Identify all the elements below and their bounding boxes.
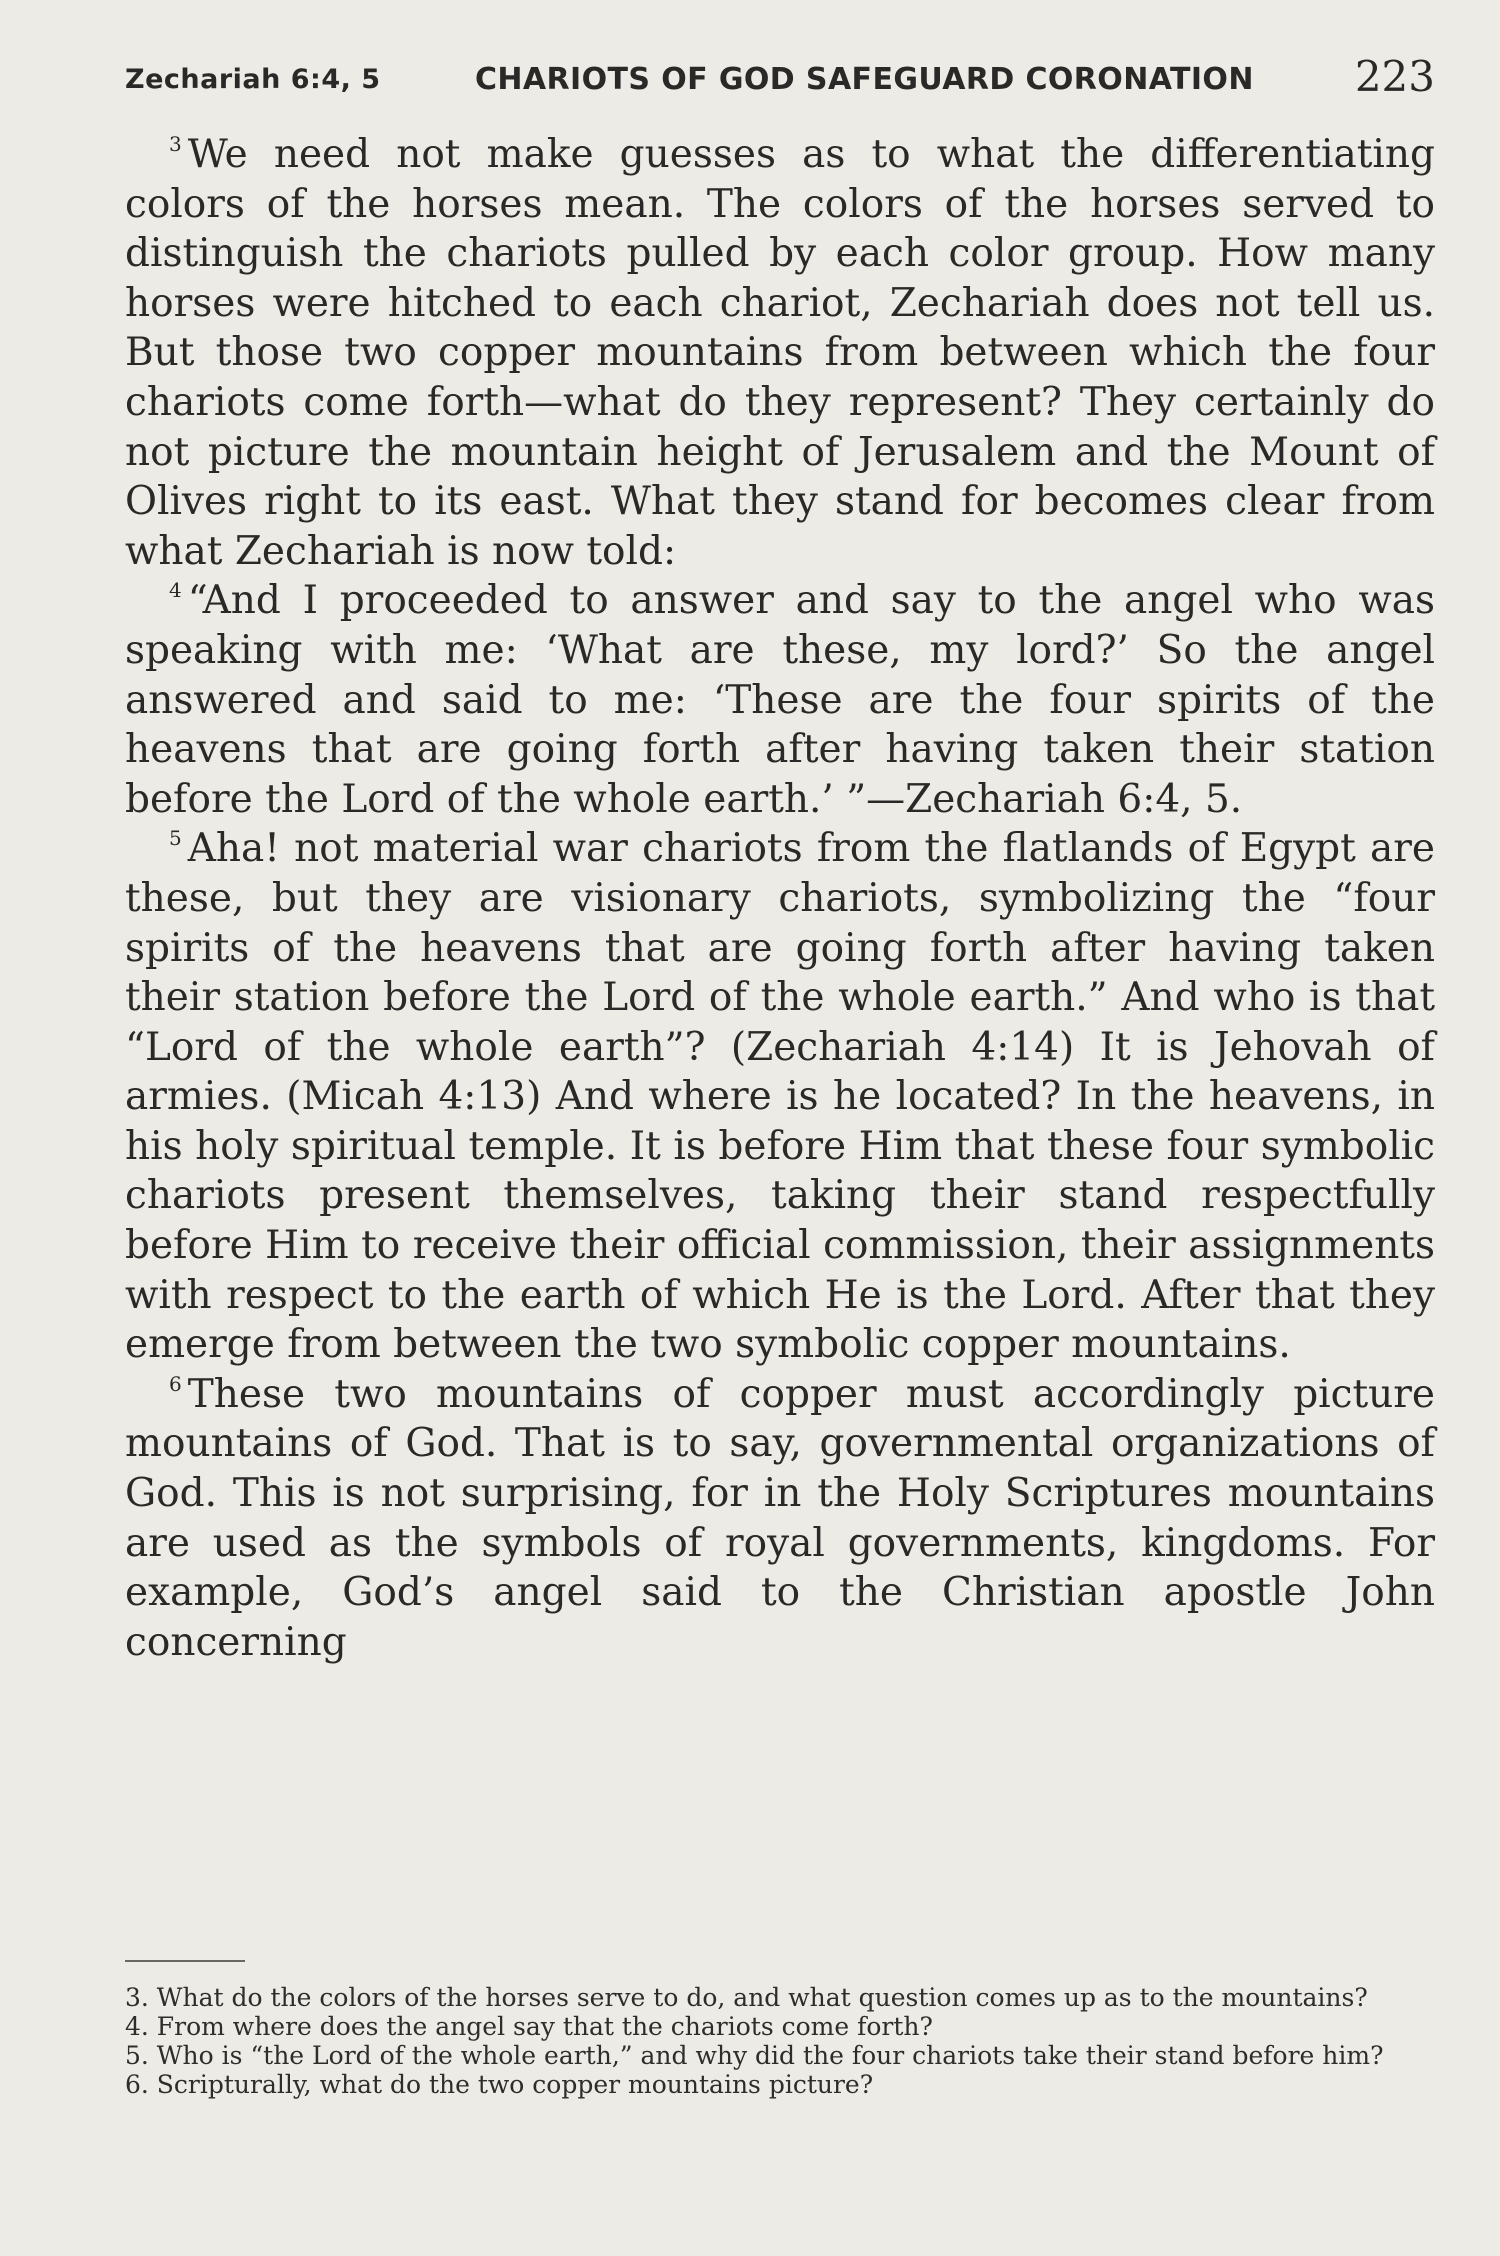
- paragraph-6: [125, 1370, 1435, 1668]
- paragraph-5: [125, 824, 1435, 1370]
- running-head: [125, 50, 1435, 110]
- paragraph-number: 5: [169, 826, 182, 851]
- study-question: 6. Scripturally, what do the two copper mountains picture?: [125, 2070, 874, 2099]
- paragraph-number: 6: [169, 1371, 182, 1396]
- study-question: 4. From where does the angel say that the chariots come forth?: [125, 2012, 933, 2041]
- paragraph-text: We need not make guesses as to what the differentiating colors of the horses mean. The colors of the horses served to distinguish the chariots pulled by each color group. How many horses were hitched to each chariot, Zechariah does not tell us. But those two copper mountains from between which the four chariots come forth—what do they represent? They certainly do not picture the mountain height of Jerusalem and the Mount of Olives right to its east. What they stand for becomes clear from what Zechariah is now told:: [125, 132, 1435, 574]
- paragraph-3: [125, 130, 1435, 576]
- paragraph-text: “And I proceeded to answer and say to the angel who was speaking with me: ‘What are these, my lord?’ So the angel answered and said to me: ‘These are the four spirits of the heavens that are going forth after having taken their station before the Lord of the whole earth.’ ”—Zechariah 6:4, 5.: [125, 578, 1435, 822]
- paragraph-number: 3: [169, 132, 182, 156]
- body-text: [125, 130, 1435, 1667]
- page-number: 223: [1354, 52, 1435, 101]
- paragraph-number: 4: [169, 578, 182, 603]
- scripture-reference: Zechariah 6:4, 5: [125, 64, 381, 95]
- chapter-title: CHARIOTS OF GOD SAFEGUARD CORONATION: [475, 62, 1254, 97]
- study-question: 5. Who is “the Lord of the whole earth,” and why did the four chariots take their stand before him?: [125, 2041, 1384, 2070]
- paragraph-text: Aha! not material war chariots from the flatlands of Egypt are these, but they are visionary chariots, symbolizing the “four spirits of the heavens that are going forth after having taken their station before the Lord of the whole earth.” And who is that “Lord of the whole earth”? (Zechariah 4:14) It is Jehovah of armies. (Micah 4:13) And where is he located? In the heavens, in his holy spiritual temple. It is before Him that these four symbolic chariots present themselves, taking their stand respectfully before Him to receive their official commission, their assignments with respect to the earth of which He is the Lord. After that they emerge from between the two symbolic copper mountains.: [125, 826, 1435, 1368]
- footnote-divider: [125, 1960, 245, 1962]
- paragraph-4: [125, 576, 1435, 824]
- study-questions: [125, 1983, 1435, 2099]
- paragraph-text: These two mountains of copper must accordingly picture mountains of God. That is to say, governmental organizations of God. This is not surprising, for in the Holy Scriptures mountains are used as the symbols of royal governments, kingdoms. For example, God’s angel said to the Christian apostle John concerning: [125, 1371, 1435, 1665]
- study-question: 3. What do the colors of the horses serve to do, and what question comes up as to the mountains?: [125, 1983, 1368, 2012]
